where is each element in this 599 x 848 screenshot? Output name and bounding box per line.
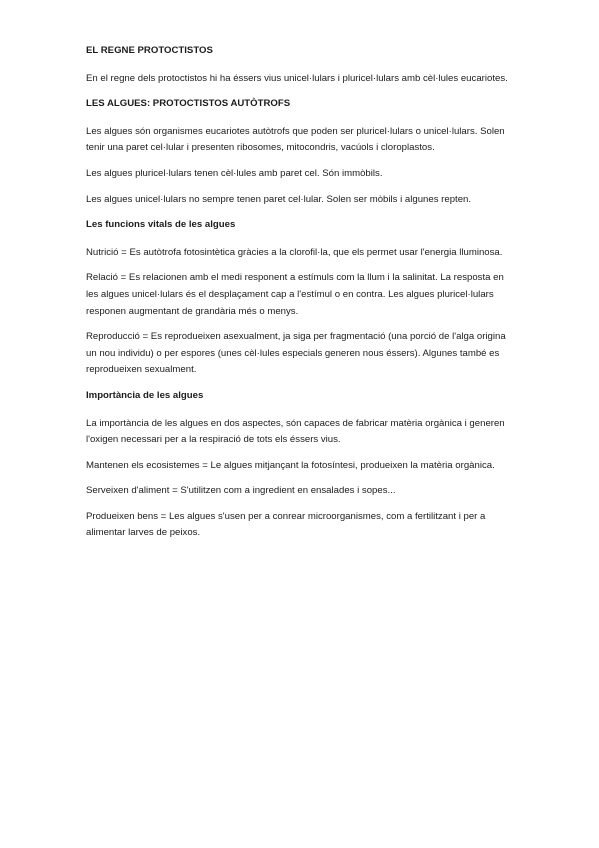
importancia-paragraph: La importància de les algues en dos aspectes, són capaces de fabricar matèria orgànica i generen l'oxigen necessari per a la respiració de tots els éssers vius. <box>86 417 505 446</box>
produeixen-paragraph: Produeixen bens = Les algues s'usen per a conrear microorganismes, com a fertilitzant i per a alimentar larves de peixos. <box>86 510 486 539</box>
nutricio-paragraph: Nutrició = Es autòtrofa fotosintètica gràcies a la clorofil·la, que els permet usar l'energia lluminosa. <box>86 246 503 258</box>
algues-paragraph-3: Les algues unicel·lulars no sempre tenen paret cel·lular. Solen ser mòbils i algunes repten. <box>86 193 472 205</box>
reproduccio-paragraph: Reproducció = Es reprodueixen asexualment, ja siga per fragmentació (una porció de l'alga origina un nou individu) o per espores (unes cèl·lules especials generen nous éssers). Algunes també es reprodueixen sexualment. <box>86 331 506 376</box>
mantenen-paragraph: Mantenen els ecosistemes = Le algues mitjançant la fotosíntesi, produeixen la matèria orgànica. <box>86 459 495 471</box>
section-heading-funcions: Les funcions vitals de les algues <box>86 219 236 231</box>
relacio-paragraph: Relació = Es relacionen amb el medi responent a estímuls com la llum i la salinitat. La resposta en les algues unicel·lulars és el desplaçament cap a l'estímul o en contra. Les algues pluricel·lulars responen augmentant de grandària més o menys. <box>86 272 504 317</box>
section-heading-importancia: Importància de les algues <box>86 389 204 401</box>
serveixen-paragraph: Serveixen d'aliment = S'utilitzen com a ingredient en ensalades i sopes... <box>86 485 396 497</box>
algues-paragraph-1: Les algues són organismes eucariotes autòtrofs que poden ser pluricel·lulars o unicel·lulars. Solen tenir una paret cel·lular i presenten ribosomes, mitocondris, vacúols i cloroplastos. <box>86 125 505 154</box>
page-title: EL REGNE PROTOCTISTOS <box>86 45 213 56</box>
algues-paragraph-2: Les algues pluricel·lulars tenen cèl·lules amb paret cel. Són immòbils. <box>86 167 383 179</box>
intro-paragraph: En el regne dels protoctistos hi ha éssers vius unicel·lulars i pluricel·lulars amb cèl·lules eucariotes. <box>86 72 508 84</box>
section-heading-algues: LES ALGUES: PROTOCTISTOS AUTÒTROFS <box>86 98 291 110</box>
